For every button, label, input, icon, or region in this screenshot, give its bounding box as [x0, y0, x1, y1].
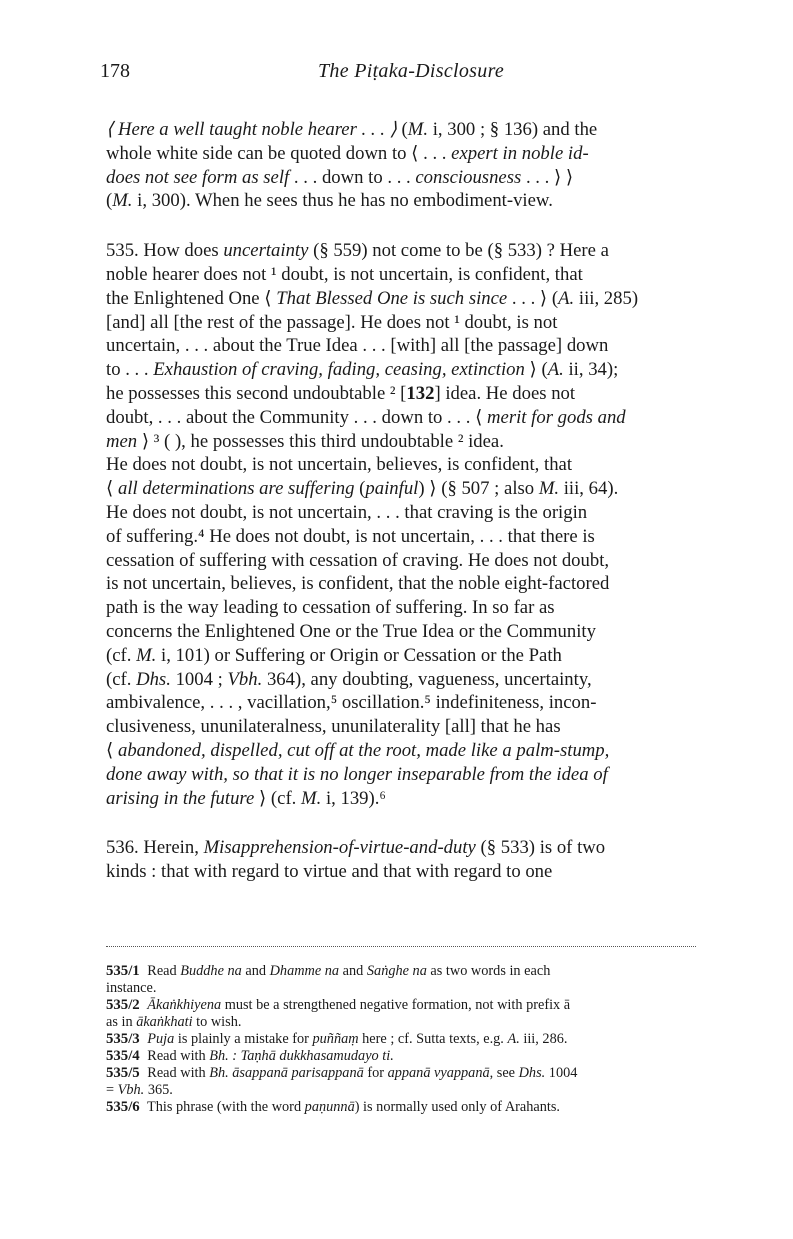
- italic-segment: puññaṃ: [312, 1031, 359, 1047]
- text-line: [106, 644, 793, 668]
- text-segment: ⟩ ³ ( ), he possesses this third undoubtable ² idea.: [137, 430, 504, 452]
- text-line: [106, 189, 793, 213]
- body-text: [106, 118, 793, 884]
- italic-segment: ⟨ Here a well taught noble hearer . . . ⟩: [106, 119, 397, 140]
- footnote-line: [106, 963, 793, 980]
- text-segment: 365.: [144, 1082, 173, 1098]
- footnote-line: [106, 1099, 793, 1116]
- text-segment: for: [363, 1065, 388, 1081]
- footnote-ref: 535/6: [106, 1099, 140, 1115]
- text-segment: (: [396, 119, 408, 140]
- text-segment: , see: [489, 1065, 519, 1081]
- text-line: [106, 358, 793, 382]
- text-line: [106, 166, 793, 190]
- text-line: [106, 406, 793, 430]
- text-segment: 1004 ;: [170, 668, 228, 690]
- footnote-line: [106, 997, 793, 1014]
- text-segment: the Enlightened One ⟨: [106, 287, 277, 309]
- text-segment: noble hearer does not ¹ doubt, is not uncertain, is confident, that: [106, 263, 583, 285]
- text-segment: 132: [406, 382, 435, 404]
- italic-segment: done away with, so that it is no longer inseparable from the idea of: [106, 763, 608, 785]
- italic-segment: men: [106, 430, 138, 452]
- italic-segment: ākaṅkhati: [136, 1014, 193, 1030]
- text-segment: Read with: [143, 1065, 210, 1081]
- italic-segment: Dhamme na: [269, 963, 340, 979]
- text-line: [106, 668, 793, 692]
- text-line: [106, 715, 793, 739]
- italic-segment: appanā vyappanā: [387, 1065, 490, 1081]
- text-line: [106, 142, 793, 166]
- text-segment: ⟨: [106, 478, 118, 500]
- text-segment: . . . ⟩ (: [507, 287, 559, 309]
- text-segment: ambivalence, . . . , vacillation,⁵ oscillation.⁵ indefiniteness, incon-: [106, 692, 597, 714]
- text-segment: . . . ⟩ ⟩: [521, 166, 574, 188]
- text-segment: ⟩ (: [524, 359, 548, 381]
- text-line: [106, 525, 793, 549]
- text-line: [106, 287, 793, 311]
- text-segment: concerns the Enlightened One or the True Idea or the Community: [106, 620, 596, 642]
- text-segment: is not uncertain, believes, is confident, that the noble eight-factored: [106, 573, 610, 595]
- footnote-ref: 535/3: [106, 1031, 140, 1047]
- italic-segment: M.: [301, 787, 322, 809]
- text-line: [106, 860, 793, 884]
- footnote-line: [106, 1065, 793, 1082]
- text-segment: Read with: [143, 1048, 210, 1064]
- italic-segment: uncertainty: [223, 240, 309, 262]
- text-segment: ] idea. He does not: [434, 382, 576, 404]
- text-segment: (: [354, 478, 366, 500]
- text-segment: iii, 285): [574, 287, 639, 309]
- italic-segment: Bh. āsappanā parisappanā: [209, 1065, 364, 1081]
- italic-segment: paṇunnā: [304, 1099, 355, 1115]
- text-segment: of suffering.⁴ He does not doubt, is not uncertain, . . . that there is: [106, 525, 595, 547]
- footnote-line: [106, 1048, 793, 1065]
- italic-segment: Dhs.: [136, 668, 171, 690]
- footnotes: [106, 963, 793, 1116]
- italic-segment: Ākaṅkhiyena: [147, 997, 222, 1013]
- footnote-line: [106, 980, 793, 997]
- text-line: [106, 549, 793, 573]
- text-segment: i, 300 ; § 136) and the: [428, 119, 598, 140]
- footnote-ref: 535/5: [106, 1065, 140, 1081]
- text-line: [106, 691, 793, 715]
- text-segment: to . . .: [106, 359, 154, 381]
- text-segment: 1004: [545, 1065, 578, 1081]
- text-line: [106, 239, 793, 263]
- text-segment: to wish.: [192, 1014, 242, 1030]
- paragraph-gap: [106, 213, 793, 239]
- text-segment: i, 139).⁶: [321, 787, 386, 809]
- text-segment: path is the way leading to cessation of suffering. In so far as: [106, 597, 555, 619]
- text-segment: i, 101) or Suffering or Origin or Cessation or the Path: [156, 644, 562, 666]
- footnote-ref: 535/1: [106, 963, 140, 979]
- footnote-line: [106, 1014, 793, 1031]
- page-number: 178: [100, 60, 130, 82]
- text-segment: =: [106, 1082, 118, 1098]
- text-line: [106, 620, 793, 644]
- italic-segment: M.: [136, 644, 157, 666]
- text-segment: (cf.: [106, 668, 137, 690]
- text-line: [106, 477, 793, 501]
- text-segment: 364), any doubting, vagueness, uncertainty,: [262, 668, 592, 690]
- italic-segment: consciousness: [415, 166, 522, 188]
- text-segment: here ; cf. Sutta texts, e.g.: [358, 1031, 508, 1047]
- text-line: [106, 501, 793, 525]
- text-segment: ⟩ (cf.: [254, 787, 302, 809]
- text-line: [106, 311, 793, 335]
- text-segment: ) is normally used only of Arahants.: [354, 1099, 561, 1115]
- text-segment: ⟨: [106, 739, 118, 761]
- text-segment: iii, 64).: [559, 478, 619, 500]
- italic-segment: M.: [112, 190, 133, 212]
- text-segment: as in: [106, 1014, 137, 1030]
- text-segment: i, 300). When he sees thus he has no embodiment-view.: [132, 190, 553, 212]
- footnote-line: [106, 1082, 793, 1099]
- text-segment: uncertain, . . . about the True Idea . . . [with] all [the passage] down: [106, 335, 609, 357]
- text-segment: whole white side can be quoted down to ⟨ . . .: [106, 142, 452, 164]
- text-segment: and: [241, 963, 270, 979]
- text-segment: He does not doubt, is not uncertain, believes, is confident, that: [106, 454, 573, 476]
- text-line: [106, 739, 793, 763]
- text-segment: instance.: [106, 980, 157, 996]
- text-segment: cessation of suffering with cessation of craving. He does not doubt,: [106, 549, 610, 571]
- text-segment: This phrase (with the word: [143, 1099, 305, 1115]
- text-line: [106, 453, 793, 477]
- text-line: [106, 263, 793, 287]
- text-line: [106, 334, 793, 358]
- footnote-ref: 535/4: [106, 1048, 140, 1064]
- page-header: [100, 60, 793, 100]
- text-segment: (§ 559) not come to be (§ 533) ? Here a: [308, 240, 609, 262]
- text-segment: is plainly a mistake for: [174, 1031, 313, 1047]
- text-segment: iii, 286.: [519, 1031, 568, 1047]
- italic-segment: all determinations are suffering: [117, 478, 355, 500]
- text-line: [106, 836, 793, 860]
- italic-segment: Vbh.: [227, 668, 263, 690]
- text-segment: and: [339, 963, 367, 979]
- text-segment: . . . down to . . .: [289, 166, 416, 188]
- text-segment: He does not doubt, is not uncertain, . . . that craving is the origin: [106, 501, 588, 523]
- text-segment: (§ 533) is of two: [475, 837, 606, 859]
- text-line: [106, 596, 793, 620]
- italic-segment: Vbh.: [117, 1082, 145, 1098]
- footnote-rule: [106, 946, 696, 947]
- text-segment: kinds : that with regard to virtue and that with regard to one: [106, 861, 553, 883]
- italic-segment: A.: [558, 287, 575, 309]
- text-segment: (: [106, 190, 113, 212]
- italic-segment: Puja: [147, 1031, 175, 1047]
- italic-segment: merit for gods and: [487, 406, 626, 428]
- text-segment: [and] all [the rest of the passage]. He does not ¹ doubt, is not: [106, 311, 558, 333]
- running-title: The Piṭaka-Disclosure: [318, 60, 505, 82]
- text-line: [106, 763, 793, 787]
- text-line: [106, 572, 793, 596]
- italic-segment: does not see form as self: [106, 166, 290, 188]
- text-line: [106, 430, 793, 454]
- italic-segment: M.: [538, 478, 560, 500]
- italic-segment: Saṅghe na: [366, 963, 427, 979]
- text-segment: 536. Herein,: [106, 837, 204, 859]
- italic-segment: expert in noble id-: [451, 142, 589, 164]
- italic-segment: Exhaustion of craving, fading, ceasing, extinction: [153, 359, 525, 381]
- italic-segment: painful: [365, 478, 419, 500]
- italic-segment: M.: [407, 119, 429, 140]
- italic-segment: Misapprehension-of-virtue-and-duty: [203, 837, 476, 859]
- footnote-line: [106, 1031, 793, 1048]
- italic-segment: Bh. : Taṇhā dukkhasamudayo ti.: [209, 1048, 394, 1064]
- italic-segment: Buddhe na: [180, 963, 242, 979]
- text-line: [106, 118, 793, 142]
- text-line: [106, 787, 793, 811]
- italic-segment: A.: [507, 1031, 520, 1047]
- text-segment: ii, 34);: [563, 359, 619, 381]
- text-segment: as two words in each: [426, 963, 551, 979]
- text-segment: doubt, . . . about the Community . . . down to . . . ⟨: [106, 406, 488, 428]
- text-segment: 535. How does: [106, 240, 224, 262]
- italic-segment: A.: [547, 359, 564, 381]
- text-segment: he possesses this second undoubtable ² [: [106, 382, 407, 404]
- text-segment: Read: [143, 963, 181, 979]
- paragraph-gap: [106, 810, 793, 836]
- italic-segment: Dhs.: [518, 1065, 546, 1081]
- text-segment: clusiveness, ununilateralness, ununilaterality [all] that he has: [106, 716, 561, 738]
- text-segment: (cf.: [106, 644, 137, 666]
- italic-segment: abandoned, dispelled, cut off at the root, made like a palm-stump,: [117, 739, 610, 761]
- italic-segment: arising in the future: [106, 787, 255, 809]
- footnote-ref: 535/2: [106, 997, 140, 1013]
- text-line: [106, 382, 793, 406]
- text-segment: must be a strengthened negative formation, not with prefix ā: [221, 997, 571, 1013]
- italic-segment: That Blessed One is such since: [276, 287, 508, 309]
- text-segment: ) ⟩ (§ 507 ; also: [418, 478, 539, 500]
